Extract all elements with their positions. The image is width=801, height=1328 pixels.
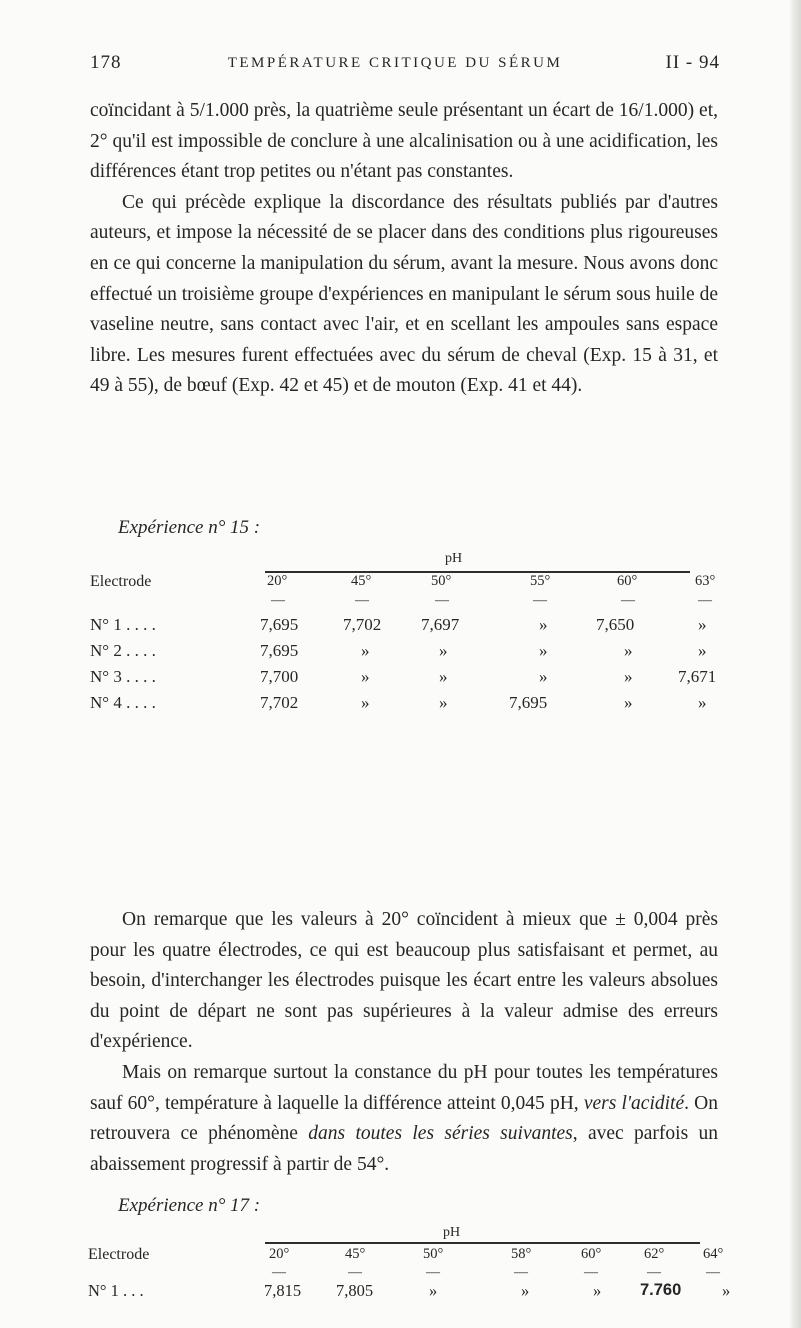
exp17-dash: —	[426, 1265, 440, 1280]
value-cell: »	[439, 693, 448, 712]
exp17-col-header: 20°	[269, 1246, 290, 1262]
value-cell: »	[698, 693, 707, 712]
value-cell: »	[593, 1281, 602, 1300]
exp15-col-header: 20°	[267, 573, 288, 589]
exp17-col-header: 60°	[581, 1246, 602, 1262]
value-cell: »	[624, 641, 633, 660]
italic-run: vers l'acidité	[583, 1092, 685, 1114]
section-code: II - 94	[665, 52, 720, 73]
experiment-15-ph-label: pH	[445, 551, 463, 566]
exp15-col-header: 50°	[431, 573, 452, 589]
value-cell: »	[698, 615, 707, 634]
electrode-cell: N° 3 . . . .	[90, 667, 156, 686]
value-cell: 7,815	[264, 1281, 302, 1300]
exp15-col-header: 55°	[530, 573, 551, 589]
text-run: Mais on remarque surtout la constance du pH pour toutes les températures sauf 60°, température à laquelle la différence atteint 0,045 pH,	[90, 1062, 718, 1114]
value-cell: »	[539, 615, 548, 634]
exp15-dash: —	[621, 593, 635, 608]
text-run: . On retrouvera ce phénomène	[90, 1092, 718, 1145]
table-row	[90, 664, 738, 690]
table-row	[90, 612, 738, 638]
exp15-dash: —	[698, 593, 712, 608]
paragraph-continued: coïncidant à 5/1.000 près, la quatrième seule présentant un écart de 16/1.000) et, 2° qu'il est impossible de conclure à une alcalinisation ou à une acidification, les différences étant trop petites ou n'étant pas constantes.	[90, 100, 718, 183]
value-cell: »	[539, 641, 548, 660]
exp15-col-header: 45°	[351, 573, 372, 589]
body-text-discussion	[90, 905, 718, 1058]
exp15-dash: —	[435, 593, 449, 608]
table-row	[90, 638, 738, 664]
table-row	[90, 690, 738, 716]
exp17-dash: —	[584, 1265, 598, 1280]
page-edge-shadow	[789, 0, 801, 1328]
value-cell: 7,702	[343, 615, 382, 634]
text-run: , avec parfois un abaissement progressif à partir de 54°.	[90, 1123, 718, 1175]
value-cell: 7,700	[260, 667, 299, 686]
value-cell: »	[429, 1281, 438, 1300]
value-cell: 7,695	[260, 615, 299, 634]
value-cell: 7,695	[260, 641, 299, 660]
value-cell: 7,805	[336, 1281, 374, 1300]
value-cell: 7,695	[509, 693, 548, 712]
exp15-dash: —	[355, 593, 369, 608]
exp15-dash: —	[271, 593, 285, 608]
paragraph-remark: On remarque que les valeurs à 20° coïncident à mieux que ± 0,004 près pour les quatre électrodes, ce qui est beaucoup plus satisfaisant et permet, au besoin, d'interchanger les électrodes puisque les écart entre les valeurs absolues du point de départ ne sont pas supérieures à la valeur admise des erreurs d'expérience.	[90, 909, 718, 1053]
value-cell: 7,702	[260, 693, 299, 712]
value-cell: »	[698, 641, 707, 660]
exp17-dash: —	[272, 1265, 286, 1280]
value-cell: 7,671	[678, 667, 717, 686]
italic-run: dans toutes les séries suivantes	[308, 1123, 573, 1145]
paragraph-constancy	[90, 1058, 718, 1180]
exp17-dash: —	[706, 1265, 720, 1280]
electrode-cell: N° 1 . . .	[88, 1281, 144, 1300]
exp17-dash: —	[514, 1265, 528, 1280]
experiment-17-title: Expérience n° 17 :	[118, 1195, 261, 1216]
experiment-17-ph-rule	[265, 1242, 700, 1244]
exp17-dash: —	[647, 1265, 661, 1280]
value-cell: »	[539, 667, 548, 686]
page-number: 178	[90, 52, 122, 73]
value-cell: 7,650	[596, 615, 635, 634]
exp17-col-header: 62°	[644, 1246, 665, 1262]
value-cell: »	[361, 693, 370, 712]
electrode-cell: N° 2 . . . .	[90, 641, 156, 660]
value-cell: 7.760	[640, 1281, 682, 1299]
value-cell: »	[361, 641, 370, 660]
table-row	[88, 1281, 762, 1301]
value-cell: »	[361, 667, 370, 686]
value-cell: »	[439, 641, 448, 660]
exp17-col-header: 64°	[703, 1246, 724, 1262]
value-cell: »	[624, 667, 633, 686]
exp15-dash: —	[533, 593, 547, 608]
exp17-col-header: 58°	[511, 1246, 532, 1262]
exp17-dash: —	[348, 1265, 362, 1280]
experiment-15-electrode-header: Electrode	[90, 573, 152, 590]
paragraph-method: Ce qui précède explique la discordance des résultats publiés par d'autres auteurs, et impose la nécessité de se placer dans des conditions plus rigoureuses en ce qui concerne la manipulation du sérum, avant la mesure. Nous avons donc effectué un troisième groupe d'expériences en manipulant le sérum sous huile de vaseline neutre, sans contact avec l'air, et en scellant les ampoules sans espace libre. Les mesures furent effectuées avec du sérum de cheval (Exp. 15 à 31, et 49 à 55), de bœuf (Exp. 42 et 45) et de mouton (Exp. 41 et 44).	[90, 191, 718, 397]
electrode-cell: N° 4 . . . .	[90, 693, 156, 712]
experiment-15-title: Expérience n° 15 :	[118, 517, 261, 538]
electrode-cell: N° 1 . . . .	[90, 615, 156, 634]
experiment-17-electrode-header: Electrode	[88, 1246, 150, 1263]
exp17-col-header: 50°	[423, 1246, 444, 1262]
value-cell: 7,697	[421, 615, 460, 634]
experiment-15-table	[90, 612, 738, 716]
exp15-col-header: 63°	[695, 573, 716, 589]
value-cell: »	[624, 693, 633, 712]
experiment-17-ph-label: pH	[443, 1225, 461, 1240]
running-title: TEMPÉRATURE CRITIQUE DU SÉRUM	[227, 55, 563, 71]
experiment-17-table	[88, 1281, 762, 1301]
exp15-col-header: 60°	[617, 573, 638, 589]
value-cell: »	[521, 1281, 530, 1300]
running-header	[90, 52, 720, 82]
exp17-col-header: 45°	[345, 1246, 366, 1262]
body-text-discussion-2	[90, 1058, 718, 1180]
value-cell: »	[722, 1281, 731, 1300]
value-cell: »	[439, 667, 448, 686]
body-text-top	[90, 96, 718, 402]
